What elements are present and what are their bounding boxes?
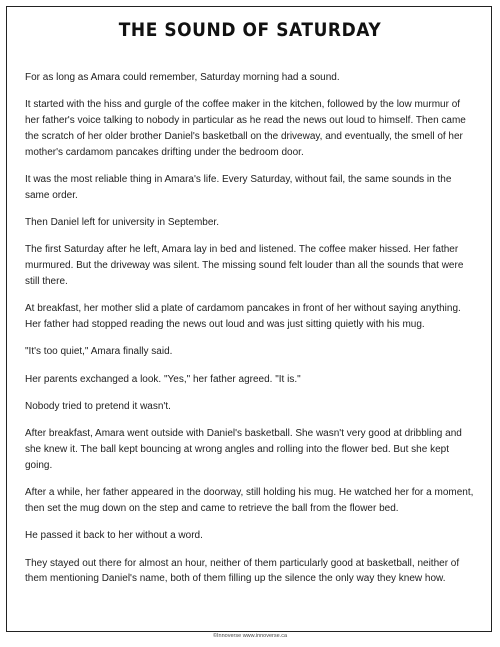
story-paragraph-1: For as long as Amara could remember, Saturday morning had a sound. <box>25 72 340 83</box>
story-paragraph-12: He passed it back to her without a word. <box>25 530 203 542</box>
story-paragraph-10: After breakfast, Amara went outside with Daniel's basketball. She wasn't very good at dribbling and she knew it. The ball kept bouncing at wrong angles and rolling into the flower bed. But she kept going. <box>25 428 462 471</box>
story-paragraph-7: "It's too quiet," Amara finally said. <box>25 346 173 358</box>
story-body <box>25 70 477 599</box>
copyright-footer: ©Innoverse www.innoverse.ca <box>212 633 288 639</box>
story-title: THE SOUND OF SATURDAY <box>118 20 382 41</box>
story-paragraph-5: The first Saturday after he left, Amara lay in bed and listened. The coffee maker hissed. Her father murmured. But the driveway was silent. The missing sound felt louder than all the sounds that were still there. <box>25 244 464 287</box>
story-paragraph-9: Nobody tried to pretend it wasn't. <box>25 400 171 412</box>
story-paragraph-4: Then Daniel left for university in September. <box>25 217 219 229</box>
story-paragraph-3: It was the most reliable thing in Amara's life. Every Saturday, without fail, the same sounds in the same order. <box>25 173 452 201</box>
story-paragraph-13: They stayed out there for almost an hour, neither of them particularly good at basketball, neither of them mentioning Daniel's name, both of them filling up the silence the only way they knew how. <box>25 557 460 585</box>
story-paragraph-6: At breakfast, her mother slid a plate of cardamom pancakes in front of her without saying anything. Her father had stopped reading the news out loud and was just sitting quietly with his mug. <box>25 303 461 331</box>
story-paragraph-11: After a while, her father appeared in the doorway, still holding his mug. He watched her for a moment, then set the mug down on the step and came to retrieve the ball from the flower bed. <box>25 487 474 514</box>
story-paragraph-8: Her parents exchanged a look. "Yes," her father agreed. "It is." <box>25 373 301 385</box>
story-paragraph-2: It started with the hiss and gurgle of the coffee maker in the kitchen, followed by the low murmur of her father's voice talking to nobody in particular as he read the news out loud to himself. Then came the scratch of her older brother Daniel's basketball on the driveway, and eventually, the smell of her mother's cardamom pancakes drifting under the bedroom door. <box>25 99 466 158</box>
